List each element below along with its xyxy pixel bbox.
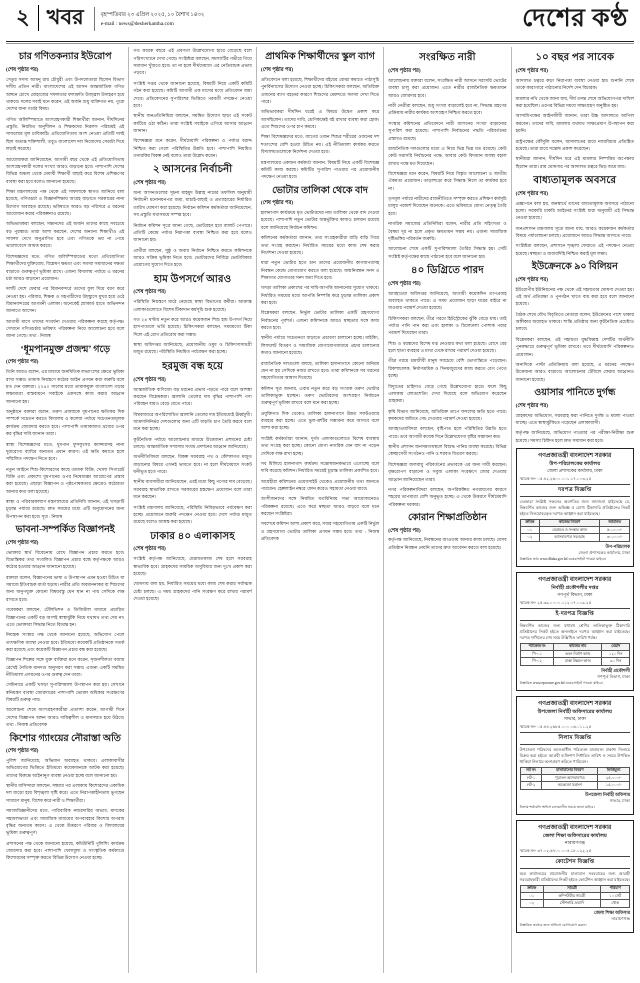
ad-memo-number: স্মারক নং- ০৫.৪৪.২৬৮৫.০০০.০৬.০১১.২৫ <box>519 724 592 730</box>
article-paragraph: যারা নতুন ভোটার হতে চান তাদের প্রয়োজনীয় কাগজপত্রসহ নিবন্ধন কেন্দ্রে যোগাযোগ করতে বলা হয়েছে। জন্মনিবন্ধন সনদ ও শিক্ষাগত যোগ্যতার সনদ জমা দিতে হবে। <box>260 260 380 280</box>
ad-table-header-row <box>520 519 629 526</box>
ad-office: জেলা প্রশাসকের কার্যালয়, ঢাকা <box>547 468 603 474</box>
ad-table-header-cell: সামগ্রী <box>543 885 601 892</box>
article-paragraph: গণিত অলিম্পিয়াডে অংশগ্রহণকারী শিক্ষার্থীরা জানান, দীর্ঘদিনের প্রস্তুতি, নিয়মিত অনুশীলন ও শিক্ষকদের নিরলস পরিশ্রমই এই সাফল্যের মূল চাবিকাঠি। প্রতিযোগিতায় অংশ নেওয়া প্রতিটি দলই ছিল অত্যন্ত শক্তিশালী, তবুও বাংলাদেশ দল নিজেদের সেরাটা দিয়ে লড়াই করেছে। <box>6 116 125 152</box>
masthead-meta <box>101 7 205 28</box>
article-paragraph: প্রজ্ঞাপনে বলা হয়, জনস্বার্থে তাদের বাধ্যতামূলক অবসরে পাঠানো হলো। সরকারি চাকরি আইনের সংশ্লিষ্ট ধারা অনুযায়ী এই সিদ্ধান্ত নেওয়া হয়েছে। <box>515 200 635 221</box>
article-paragraph: নাগরিক সমাজের প্রতিনিধিরা বলেন, নারীর প্রতি সহিংসতা ও বৈষম্য দূর না হলে প্রকৃত ক্ষমতায়ন সম্ভব নয়। এজন্য সামাজিক দৃষ্টিভঙ্গির পরিবর্তন জরুরি। <box>388 221 507 241</box>
date-line: বৃহস্পতিবার ২৩ এপ্রিল ২০২৫, ১০ বৈশাখ ১৪৩২ <box>100 12 205 19</box>
article-headline[interactable]: ভাবনা-সম্পর্কিত বিজ্ঞাপনই <box>15 525 115 536</box>
article-paragraph: কমিশনের কর্মকর্তারা জানান, তথ্য সংগ্রহকারীরা বাড়ি বাড়ি গিয়ে তথ্য সংগ্রহ করছেন। নির্ধারিত সময়ের মধ্যে কাজ শেষ করার নির্দেশনা দেওয়া হয়েছে। <box>260 235 380 255</box>
continuation-note: (শেষ পৃষ্ঠার পর) <box>133 180 166 187</box>
ad-title[interactable]: নিলাম বিজ্ঞপ্তি <box>520 732 630 745</box>
article-paragraph: রাজনৈতিক দলগুলোর মধ্যে এ নিয়ে ভিন্ন ভিন্ন মত রয়েছে। কেউ কেউ সরাসরি নির্বাচনের পক্ষে, আবার কেউ বিদ্যমান ব্যবস্থা বহাল রাখার পক্ষে মত দিয়েছেন। <box>388 145 507 166</box>
ad-body-text: উপজেলা পরিষদের আওতাধীন পরিত্যক্ত মালামাল প্রকাশ্য নিলামে বিক্রয় করা হইবে। আগ্রহী ব্যক্তিগণ নির্ধারিত তারিখ ও সময়ে উপস্থিত থাকিয়া নিলামে অংশগ্রহণ করিতে পারিবেন। <box>519 746 631 764</box>
article-paragraph: সংশ্লিষ্ট দপ্তর থেকে জানানো হয়েছে, বিষয়টি নিয়ে একটি কমিটি গঠন করা হয়েছে। কমিটি আগামী এক মাসের মধ্যে প্রতিবেদন জমা দেবে। প্রতিবেদনের সুপারিশের ভিত্তিতে পরবর্তী পদক্ষেপ নেওয়া হবে। <box>133 80 252 108</box>
article <box>6 345 124 520</box>
article-paragraph: আগ্রহীরা কমিশনের ওয়েবসাইট থেকেও প্রয়োজনীয় তথ্য জানতে পারবেন। হেল্পলাইন নম্বরে ফোন করেও সহায়তা নেওয়া যাবে। <box>260 478 380 491</box>
article <box>133 361 251 526</box>
article-paragraph: আয়োজকরা জানিয়েছেন, আগামী বছর থেকে এই প্রতিযোগিতায় অংশগ্রহণকারী দলের সংখ্যা আরও বাড়ানো হবে। পাশাপাশি দেশের বিভিন্ন অঞ্চল থেকে মেধাবী শিক্ষার্থী বাছাই করে বিশেষ প্রশিক্ষণের ব্যবস্থা করা হবে বলেও জানানো হয়েছে। <box>6 156 125 184</box>
ad-footer-note: নিলাম শর্তাবলি অফিস চলাকালীন সময়ে জানা যাইবে। <box>519 805 595 810</box>
newspaper-logo: দেশের কণ্ঠ <box>522 5 628 32</box>
article-paragraph: রাজনৈতিক দলগুলো বলছে, তালিকা হালনাগাদে কোনো অনিয়ম যেন না হয় সেদিকে নজর রাখতে হবে। তারা কমিশনকে সব ধরনের সহযোগিতার আশ্বাস দিয়েছে। <box>260 360 380 381</box>
ad-govt-line: গণপ্রজাতন্ত্রী বাংলাদেশ সরকার <box>538 825 612 831</box>
article-paragraph: জনপ্রশাসন মন্ত্রণালয় সূত্রে জানা যায়, আরও কয়েকজন কর্মকর্তার বিষয়ে পর্যালোচনা চলছে। প্রয়োজনে আরও সিদ্ধান্ত আসতে পারে। <box>515 225 635 239</box>
ad-table-header-cell: কাজের নাম <box>554 643 602 650</box>
column-5 <box>516 47 634 973</box>
continuation-note: (শেষ পৃষ্ঠার পর) <box>515 402 549 409</box>
ad-memo-number: স্মারক নং- ৩৭.০২.৬৭০০.০০৪.১৮.০২২.২৫ <box>519 848 592 854</box>
article-paragraph: গত কয়েক বছরে এই প্রবণতা উল্লেখযোগ্য হারে বেড়েছে বলে পরিসংখ্যানে দেখা গেছে। সংশ্লিষ্টরা বলছেন, সমস্যাটির গভীরে গিয়ে সমাধান খুঁজতে হবে। তা না হলে দীর্ঘমেয়াদে এর নেতিবাচক প্রভাব পড়বে। <box>133 48 252 76</box>
ad-table <box>520 767 630 790</box>
article <box>516 52 634 170</box>
continuation-note: (শেষ পৃষ্ঠার পর) <box>515 68 549 75</box>
article-paragraph: আবহাওয়া অধিদপ্তর জানিয়েছে, আগামী কয়েকদিন তাপপ্রবাহ অব্যাহত থাকতে পারে। এ সময় প্রয়োজন ছাড়া ঘরের বাইরে না যাওয়ার পরামর্শ দেওয়া হয়েছে। <box>388 290 507 311</box>
article-paragraph: অন্য আসনগুলোর সূচনা মাহমুদ উল্লাহ নামের তফসিল অনুযায়ী নির্বাচনী মনোনয়নপত্র জমা, যাচাই-বাছাই ও প্রত্যাহারের নির্ধারিত তারিখ ঘোষণা করা হয়েছে। নির্বাচন কমিশন কর্মকর্তারা জানিয়েছেন, সব প্রস্তুতি যথাসময়ে সম্পন্ন হবে। <box>133 190 252 218</box>
article <box>388 265 506 508</box>
ad-table-row <box>520 900 629 907</box>
article <box>261 186 379 543</box>
article-paragraph: আগামী মাসে তাদের সংবর্ধনা দেওয়ার পরিকল্পনা করছে কর্তৃপক্ষ। সেখানে গণিতচর্চার ভবিষ্যৎ পরিকল্পনা নিয়ে আলোচনা হবে বলে জানা গেছে। তথ্য : নিজস্ব <box>6 318 125 339</box>
article-paragraph: প্রশাসনের পক্ষ থেকে জানানো হয়েছে, কমিউনিটি পুলিশিং কার্যক্রম জোরদার করা হবে। পাশাপাশি খেলাধুলা ও সাংস্কৃতিক কর্মকাণ্ডে কিশোরদের সম্পৃক্ত করতে বিভিন্ন উদ্যোগ নেওয়া হচ্ছে। <box>6 840 125 861</box>
masthead-divider-2 <box>94 7 95 31</box>
ad-table-cell: ১৫,০০০/- <box>598 782 630 789</box>
article-paragraph: গত ২৪ ঘণ্টায় নতুন করে আরও কয়েকজন শিশু হাম উপসর্গ নিয়ে হাসপাতালে ভর্তি হয়েছে। চিকিৎসকরা বলছেন, সময়মতো টিকা দিলে এই রোগ প্রতিরোধ করা সম্ভব। <box>133 317 252 337</box>
article-paragraph: সমাজবিজ্ঞানীদের মতে, পারিবারিক নজরদারির অভাব, মাদকের সহজলভ্যতা এবং সামাজিক মাধ্যমের অপব্যবহার কিশোর অপরাধ বৃদ্ধির অন্যতম কারণ। এ থেকে উত্তরণে পরিবার ও বিদ্যালয়ের ভূমিকা গুরুত্বপূর্ণ। <box>6 808 125 836</box>
ad-department: উপ-পরিচালকের কার্যালয় <box>549 461 601 468</box>
article-paragraph: বিশ্লেষকরা বলছেন, এই সহায়তা যুদ্ধবিধ্বস্ত দেশটির অর্থনীতি পুনরুদ্ধারে গুরুত্বপূর্ণ ভূমিকা রাখবে। তবে দীর্ঘমেয়াদি পরিকল্পনাও প্রয়োজন। <box>515 336 635 357</box>
continuation-note: (শেষ পৃষ্ঠার পর) <box>133 546 166 553</box>
article-paragraph: সেতুর সদস্য আমনু রায় চৌধুরী এবং উপদলেতারা ছিলেন বিভাগ দলীয় প্রতিন নারী। বাংলাদেশের এই আসন আন্তর্জাতিক গণিত অঙ্গনে চোখে মোহাজের সফলতার ফলশ্রুতি উজ্জ্বল উদাহরণ হয়ে থাকবে। দলের সবাই মনে করেন, এই অর্জন শুধু ব্যক্তিগত নয়, পুরো দেশের জন্য গর্বের বিষয়। <box>6 76 125 112</box>
article-paragraph: পুলিশ জানিয়েছে, অভিযান অব্যাহত থাকবে। এলাকাবাসীর অভিযোগের ভিত্তিতে ইতিমধ্যে কয়েকজনকে আটক করা হয়েছে। তাদের বিরুদ্ধে আইনানুগ ব্যবস্থা নেওয়া হচ্ছে বলে জানানো হয়। <box>6 758 125 778</box>
ad-table-cell: মেরামত ও সংস্কার কাজ <box>539 527 599 534</box>
ad-signer-name: উপজেলা নির্বাহী অফিসার <box>585 791 631 797</box>
article-paragraph: ঘোষণায় বলা হয়, নির্ধারিত সময়ের মধ্যে কাজ শেষ করার সর্বাত্মক চেষ্টা চলছে। এ সময় গ্রাহকদের পানি সংরক্ষণ করে রাখার পরামর্শ দেওয়া হয়েছে। <box>133 581 252 602</box>
ad-footer-note: বিস্তারিত www.eprocure.gov.bd ওয়েবসাইটে পাওয়া যাইবে। <box>519 681 604 686</box>
ad-table-row <box>520 651 629 658</box>
article-paragraph: বিশ্লেষকরা বলছেন, নির্ভুল ভোটার তালিকা একটি গ্রহণযোগ্য নির্বাচনের পূর্বশর্ত। এজন্য কমিশনকে আরও স্বচ্ছতার সঙ্গে কাজ করতে হবে। <box>260 310 380 331</box>
article-paragraph: অংশীজনদের সঙ্গে নিয়মিত মতবিনিময় সভা আয়োজনেরও পরিকল্পনা রয়েছে। এতে করে স্বচ্ছতা আরও বাড়বে বলে মনে করছেন সংশ্লিষ্টরা। <box>260 496 380 517</box>
column-grid <box>6 47 634 973</box>
ad-table-cell: ০২ <box>520 534 539 541</box>
ad-table-row <box>520 658 629 665</box>
article-paragraph: সেমিনারে একটি খসড়া সুপারিশমালা উপস্থাপন করা হয়। সেখানে স্বনিয়ন্ত্রণ ব্যবস্থা জোরদারের পাশাপাশি ভোক্তা অধিকার সংরক্ষণের বিষয়টি গুরুত্ব পায়। <box>6 682 125 703</box>
article <box>6 525 124 728</box>
ad-table-header-row <box>520 767 629 774</box>
page-number: ২ <box>16 5 30 29</box>
article-paragraph: স্বাস্থ্য অধিদপ্তর জানিয়েছে, প্রয়োজনীয় ওষুধ ও চিকিৎসাসামগ্রী মজুত রয়েছে। পরিস্থিতি নিয়মিত পর্যবেক্ষণ করা হচ্ছে। <box>133 342 252 355</box>
continuation-note: (শেষ পৃষ্ঠার পর) <box>260 67 294 73</box>
masthead-rule-thick <box>6 41 634 42</box>
ad-department: জেলা শিক্ষা অফিসারের কার্যালয় <box>542 833 607 840</box>
article-paragraph: আলোচনা শেষে অংশগ্রহণকারীরা প্রত্যাশা করেন, আগামী দিনে দেশের বিজ্ঞাপন অঙ্গন আরও দায়িত্বশীল ও মানসম্মত হয়ে উঠবে। তথ্য : নিজস্ব প্রতিবেদক <box>6 707 125 728</box>
article-paragraph: চিকিৎসকরা বলছেন, তীব্র গরমে হিটস্ট্রোকের ঝুঁকি বেড়ে যায়। তাই পর্যাপ্ত পানি পান করা এবং হালকা ও ঢিলেঢালা পোশাক পরার পরামর্শ দিয়েছেন তারা। <box>388 315 507 336</box>
ad-table-header-row <box>520 885 629 892</box>
column-separator <box>511 47 512 973</box>
ad-table-cell: ১০ সেট <box>601 892 630 899</box>
article <box>6 734 124 862</box>
article-paragraph: অনুষ্ঠানে বক্তারা বলেন, তরুণ প্রজন্মকে ধূমপানের ক্ষতিকর দিক সম্পর্কে সচেতন করতে বিদ্যালয় ও কলেজ পর্যায়ে সচেতনতামূলক কার্যক্রম জোরদার করতে হবে। পাশাপাশি তামাকজাত দ্রব্যের ওপর কর বৃদ্ধির দাবি জানান তারা। <box>6 409 125 437</box>
column-separator <box>256 47 257 973</box>
masthead <box>6 4 634 38</box>
ad-memo-number: স্মারক নং- ০৫.৪২.২৬০০.০০১.১৭.০০৩.২৫ <box>519 476 592 482</box>
ad-govt-line: গণপ্রজাতন্ত্রী বাংলাদেশ সরকার <box>538 700 612 707</box>
ad-table-cell: ৯০ দিন <box>602 658 630 665</box>
ad-title[interactable]: ই-দরপত্র বিজ্ঞপ্তি <box>520 608 630 621</box>
continuation-note: (শেষ পৃষ্ঠার পর) <box>6 539 39 546</box>
article-paragraph: বিদ্যুতের চাহিদাও বেড়ে গেছে উল্লেখযোগ্য হারে। ফলে কিছু এলাকায় লোডশেডিং দেখা দিয়েছে বলে অভিযোগ করেছেন গ্রাহকরা। <box>388 383 507 404</box>
article-paragraph: সংশ্লিষ্ট কর্মকর্তারা জানান, দুর্গম এলাকাগুলোতে বিশেষ ব্যবস্থায় তথ্য সংগ্রহ করা হচ্ছে। কোনো যোগ্য নাগরিক যেন বাদ না পড়েন সেদিকে লক্ষ রাখা হচ্ছে। <box>260 435 380 456</box>
article-paragraph: সংশ্লিষ্ট মন্ত্রণালয় জানিয়েছে, পরিস্থিতি নিবিড়ভাবে পর্যবেক্ষণ করা হচ্ছে। প্রয়োজনে জরুরি পদক্ষেপ নেওয়া হবে। দেশে পর্যাপ্ত মজুত রয়েছে বলেও আশ্বস্ত করা হয়েছে। <box>133 504 252 525</box>
continuation-note: (শেষ পৃষ্ঠার পর) <box>260 200 294 207</box>
ad-table-cell: ০১ <box>520 527 539 534</box>
ad-signer-office: গণপূর্ত বিভাগ, ঢাকা <box>597 673 631 679</box>
article-headline[interactable]: প্রাথমিক শিক্ষার্থীদের স্কুল ব্যাগ <box>265 52 375 63</box>
ad-table-header-cell: মেয়াদ <box>602 643 630 650</box>
article-paragraph: ইউরোপীয় ইউনিয়নের পক্ষ থেকে এই সহায়তার ঘোষণা দেওয়া হয়। এই অর্থ প্রতিরক্ষা ও পুনর্গঠন খাতে ব্যয় করা হবে বলে জানানো হয়েছে। <box>515 286 635 307</box>
ad-title[interactable]: কোটেশন বিজ্ঞপ্তি <box>520 856 630 869</box>
ad-table-cell: পি-০১ <box>520 651 554 658</box>
article <box>388 513 506 551</box>
article-paragraph: সব মিলিয়ে হালনাগাদ কার্যক্রম সন্তোষজনকভাবে এগোচ্ছে বলে দাবি করেছে কমিশন। নির্ধারিত সময়েই চূড়ান্ত তালিকা প্রকাশিত হবে। <box>260 460 380 474</box>
ad-table-row <box>520 775 629 782</box>
article-paragraph: স্বাস্থ্য বিশেষজ্ঞদের মতে, ধূমপান ফুসফুসের ক্যান্সারসহ নানা দুরারোগ্য ব্যাধির অন্যতম প্রধান কারণ। এই ক্ষতি কমাতে হলে সম্মিলিত পদক্ষেপ নিতে হবে। <box>6 441 125 462</box>
article-paragraph: অভিভাবকরা দীর্ঘদিন ধরেই এ বিষয়ে উদ্বেগ প্রকাশ করে আসছিলেন। তাদের দাবি, শ্রেণিকক্ষেই বই রাখার ব্যবস্থা করা হোক। এতে শিশুদের ওপর চাপ কমবে। <box>260 109 380 130</box>
ad-title[interactable]: দরপত্র বিজ্ঞপ্তি <box>520 484 630 497</box>
article-paragraph: শিক্ষা বিশেষজ্ঞদের মতে, ব্যাগের ওজন শিশুর শরীরের ওজনের দশ শতাংশের বেশি হওয়া উচিত নয়। এই নীতিমালা কার্যকর করতে বিদ্যালয়গুলোকে নির্দেশনা দেওয়া হবে। <box>260 134 380 155</box>
ad-signer-office: নারায়ণগঞ্জ <box>611 915 631 921</box>
article-paragraph: কমিশন সূত্র জানায়, এবার নতুন করে বড় সংখ্যক তরুণ ভোটার তালিকাভুক্ত হচ্ছেন। তরুণ ভোটারদের অংশগ্রহণ নির্বাচনে গুরুত্বপূর্ণ ভূমিকা রাখবে বলে মনে করা হচ্ছে। <box>260 385 380 406</box>
article-paragraph: সবশেষে কমিশন আশা প্রকাশ করে, সবার সহযোগিতায় একটি নির্ভুল ও গ্রহণযোগ্য ভোটার তালিকা প্রণয়ন সম্ভব হবে। তথ্য : নিজস্ব প্রতিবেদক <box>260 521 380 542</box>
article-paragraph: শিক্ষা মন্ত্রণালয়ের পক্ষ থেকে এই সাফল্যকে স্বাগত জানিয়ে বলা হয়েছে, গণিতচর্চা ও বিজ্ঞানশিক্ষায় আগ্রহ বাড়াতে সরকারের নানা উদ্যোগ অব্যাহত রয়েছে। ভবিষ্যতে আরও বড় পরিসরে এ ধরনের আয়োজন করার পরিকল্পনাও রয়েছে। <box>6 188 125 217</box>
article <box>388 52 506 260</box>
article-paragraph: স্থানীয় ব্যবসায়ীরা জানিয়েছেন, এরই মধ্যে কিছু পণ্যের দাম বেড়েছে। সরবরাহ স্বাভাবিক রাখতে সরকারের হস্তক্ষেপ প্রয়োজন বলে তারা মনে করছেন। <box>133 479 252 500</box>
column-1 <box>6 47 124 973</box>
article-paragraph: পরিস্থিতি নিয়ন্ত্রণে মাঠে নেমেছে স্বাস্থ্য বিভাগের কর্মীরা। আক্রান্ত এলাকাগুলোতে বিশেষ টিকাদান কর্মসূচি শুরু হয়েছে। <box>133 299 252 312</box>
ad-table-header-cell: জামানত <box>600 519 630 526</box>
ad-office: সাভার, ঢাকা <box>563 716 586 722</box>
article-paragraph: কর্তৃপক্ষ জানিয়েছে, অভিযোগ পাওয়ার পর পরীক্ষা-নিরীক্ষা শুরু হয়েছে। সমস্যা চিহ্নিত হলে দ্রুত সমাধান করা হবে। <box>515 430 635 443</box>
column-2 <box>133 47 251 973</box>
ad-footer-note: বিস্তারিত তথ্যের জন্য অফিসে যোগাযোগ করুন। <box>519 923 587 928</box>
ad-table-row <box>520 892 629 899</box>
ad-table-cell: রাস্তা উন্নয়ন কাজ <box>554 658 602 665</box>
article-headline[interactable]: ৪০ ডিগ্রিতে পারদ <box>410 264 484 276</box>
ad-footer-note: বিস্তারিত তথ্য www.dhaka.gov.bd ওয়েবসাইটে পাওয়া যাইবে। <box>519 557 607 562</box>
article-paragraph: প্রার্থীরা বলছেন, সুষ্ঠু ও অবাধ নির্বাচন নিশ্চিত করতে কমিশনকে আরও সক্রিয় ভূমিকা নিতে হবে। ভোটারদের নির্বিঘ্নে ভোটাধিকার প্রয়োগের সুযোগ দিতে হবে। <box>133 247 252 268</box>
tender-advertisement <box>516 820 634 933</box>
article-headline[interactable]: বাধ্যতামূলক অবসরে <box>533 175 617 186</box>
ad-table-cell: আসবাবপত্র সরবরাহ <box>539 534 599 541</box>
article-paragraph: স্থানীয় জনপ্রতিনিধিরা বলছেন, সমন্বিত উদ্যোগ ছাড়া এই সংকট কাটিয়ে ওঠা কঠিন। তারা সংশ্লিষ্ট সবাইকে এগিয়ে আসার আহ্বান জানান। <box>133 113 252 133</box>
article-paragraph: সংশ্লিষ্টরা বলছেন, প্রশাসনে শৃঙ্খলা ফেরাতে এই পদক্ষেপ নেওয়া হয়েছে। স্বচ্ছতা ও জবাবদিহি নিশ্চিত করাই মূল লক্ষ্য। <box>515 243 635 256</box>
ad-table-header-cell: মালামালের বিবরণ <box>542 767 598 774</box>
ad-table-cell: লট-১ <box>520 775 542 782</box>
article-paragraph: সংস্কার কমিশনের প্রতিবেদনে নারী আসনের সংখ্যা বাড়ানোর সুপারিশ করা হয়েছে। পাশাপাশি নির্বাচনের পদ্ধতি পরিবর্তনের প্রস্তাবও রয়েছে। <box>388 120 507 141</box>
article <box>6 52 124 339</box>
continuation-note: (শেষ পৃষ্ঠার পর) <box>133 289 166 296</box>
article-paragraph: বিশেষজ্ঞরা জলবায়ু পরিবর্তনের প্রভাবকে এর জন্য দায়ী করছেন। বৃক্ষরোপণ বাড়ানো ও সবুজ এলাকা সংরক্ষণে জোর দেওয়ার আহ্বান জানিয়েছেন তারা। <box>388 461 507 482</box>
continuation-note: (শেষ পৃষ্ঠার পর) <box>515 190 549 197</box>
ad-office: গণপূর্ত বিভাগ, ঢাকা <box>557 592 593 598</box>
ad-table-cell: ৫০,০০০/- <box>600 527 630 534</box>
continuation-note: (শেষ পৃষ্ঠার পর) <box>6 67 39 73</box>
ad-table-cell: থোক <box>601 900 630 907</box>
ad-govt-line: গণপ্রজাতন্ত্রী বাংলাদেশ সরকার <box>538 576 612 583</box>
ad-signer-office: জেলা প্রশাসকের কার্যালয়, ঢাকা <box>578 549 631 555</box>
article-paragraph: গবেষকরা বলছেন, টেলিভিশন ও ডিজিটাল মাধ্যমে প্রচারিত বিজ্ঞাপনের একটি বড় অংশই স্বাস্থ্যঝুঁকি নিয়ে যথাযথ তথ্য দেয় না। এতে ভোক্তারা সিদ্ধান্ত নিতে বিভ্রান্ত হন। <box>6 607 125 627</box>
ad-table-header-cell: ভিত্তিমূল্য <box>598 767 630 774</box>
article-paragraph: নিয়ন্ত্রক সংস্থার পক্ষ থেকে জানানো হয়েছে, অভিযোগ পেলে তাৎক্ষণিক ব্যবস্থা নেওয়া হবে। ইতিমধ্যে কয়েকটি প্রতিষ্ঠানকে সতর্ক করা হয়েছে এবং কয়েকটি বিজ্ঞাপন প্রচার বন্ধ করা হয়েছে। <box>6 632 125 652</box>
article-headline[interactable]: ‘ধূমপানমুক্ত প্রজন্ম’ গড়ে <box>20 344 110 355</box>
ad-table-cell: ০১ <box>520 892 543 899</box>
ad-body-text: অত্র কার্যালয়ের প্রয়োজনীয় মালামাল সরবরাহের জন্য আগ্রহী সরবরাহকারী প্রতিষ্ঠানের নিকট হইতে কোটেশন আহ্বান করা যাইতেছে। <box>519 870 631 882</box>
article-paragraph: নারী নেত্রীরা বলছেন, শুধু সংখ্যা বাড়ালেই হবে না, সিদ্ধান্ত গ্রহণের প্রক্রিয়ায় নারীর কার্যকর অংশগ্রহণ নিশ্চিত করতে হবে। <box>388 103 507 116</box>
article-paragraph: অভিভাবকরা বলছেন, সন্তানদের এই অর্জন তাদের কাছে সবচেয়ে বড় পুরস্কার। তারা আশা করছেন, দেশের অন্যান্য শিক্ষার্থীও এই সাফল্য দেখে অনুপ্রাণিত হবে এবং গণিতকে ভয় না পেয়ে ভালোবেসে আয়ত্ত করবে। <box>6 221 125 249</box>
article <box>516 262 634 383</box>
article-paragraph: দলটি দেশে ফেরার পর বিমানবন্দরে তাদের ফুল দিয়ে বরণ করে নেওয়া হয়। পরিবার, শিক্ষক ও সহপাঠীদের উচ্ছ্বাসে মুখর হয়ে ওঠে বিমানবন্দরের আগমনী এলাকা। অনেকেই প্ল্যাকার্ড হাতে অভিনন্দন জানাতে আসেন। <box>6 286 125 314</box>
article-paragraph: প্রতিবেদনে বলা হয়েছে, শিক্ষার্থীদের বইয়ের বোঝা কমাতে পাঠ্যসূচি পুনর্বিন্যাসের উদ্যোগ নেওয়া হচ্ছে। চিকিৎসকরা বলছেন, অতিরিক্ত ওজনের ব্যাগ বহনের কারণে শিশুদের মেরুদণ্ডে সমস্যা দেখা দিতে পারে। <box>260 76 380 104</box>
article-paragraph: আলোচনায় বক্তারা বলেন, সংরক্ষিত নারী আসনে সরাসরি ভোটের ব্যবস্থা চালু করা প্রয়োজন। এতে নারীর রাজনৈতিক ক্ষমতায়ন আরও জোরদার হবে। <box>388 78 507 98</box>
ad-table-cell: পি-০২ <box>520 658 554 665</box>
article-paragraph: আলোচনা শেষে একটি সুপারিশমালা তৈরির সিদ্ধান্ত হয়। সেটি সংশ্লিষ্ট কর্তৃপক্ষের কাছে পাঠানো হবে বলে জানানো হয়। <box>388 246 507 259</box>
article-paragraph: আদালত চত্বরে কড়া নিরাপত্তা ব্যবস্থা নেওয়া হয়। শুনানি শেষে তাকে কারাগারে পাঠানোর নির্দেশ দেন বিচারক। <box>515 78 635 91</box>
ad-table-header-cell: পরিমাণ <box>601 885 630 892</box>
ad-table-row <box>520 782 629 789</box>
article-headline[interactable]: ওয়াসার পানিতে দুর্গন্ধ <box>534 388 616 398</box>
tender-advertisement <box>516 696 634 815</box>
ad-table <box>520 885 630 908</box>
article-paragraph: বিশ্ববাজারে অপরিশোধিত জ্বালানি তেলের দাম ইতিমধ্যেই ঊর্ধ্বমুখী। আমদানিনির্ভর দেশগুলোর জন্য এটি বাড়তি চাপ তৈরি করবে বলে মনে করা হচ্ছে। <box>133 411 252 432</box>
ad-table-cell: স্টেশনারি দ্রব্যাদি <box>543 900 601 907</box>
ad-signature <box>520 910 630 922</box>
column-4 <box>388 47 506 973</box>
ad-govt-line: গণপ্রজাতন্ত্রী বাংলাদেশ সরকার <box>538 452 612 459</box>
ad-table-header-cell: ক্রমিক <box>520 519 539 526</box>
article-paragraph: স্থানীয় বাসিন্দারা বলছেন, সন্ধ্যার পর এলাকায় কিশোরদের একাধিক দল জড়ো হয়ে বিশৃঙ্খলা সৃষ্টি করে। এতে নিরাপত্তাহীনতায় ভুগছেন সাধারণ মানুষ, বিশেষ করে নারী ও শিক্ষার্থীরা। <box>6 783 125 803</box>
ad-table <box>520 519 630 542</box>
article-paragraph: নগর পরিকল্পনাবিদরা বলছেন, অপরিকল্পিত নগরায়ণের কারণে শহরের তাপমাত্রা বেশি অনুভূত হচ্ছে। এ থেকে উত্তরণে দীর্ঘমেয়াদি পরিকল্পনা দরকার। <box>388 486 507 507</box>
article <box>516 388 634 444</box>
article-paragraph: মন্ত্রণালয়ের একজন কর্মকর্তা জানান, বিষয়টি নিয়ে একটি বিশেষজ্ঞ কমিটি কাজ করছে। কমিটির সুপারিশ পাওয়ার পর প্রয়োজনীয় পদক্ষেপ নেওয়া হবে। <box>260 159 380 180</box>
article-paragraph: তৃণমূল পর্যায়ে নারীদের রাজনীতিতে সম্পৃক্ত করতে প্রশিক্ষণ কর্মসূচি চালুর পরামর্শ দিয়েছেন অনেকে। এতে ভবিষ্যতে যোগ্য নেতৃত্ব তৈরি হবে। <box>388 196 507 216</box>
ad-table-cell: পুরাতন আসবাবপত্র <box>542 775 598 782</box>
article-headline[interactable]: ২ আসনের নির্বাচনী <box>152 164 233 176</box>
tender-advertisement <box>516 448 634 567</box>
ad-memo-number: স্মারক নং- ২৫.৩৯.০০০০.০১২.০৭.০০৯.২৫ <box>519 600 592 606</box>
article-paragraph: আবহাওয়াবিদরা বলছেন, বৃষ্টিপাত হলে পরিস্থিতির উন্নতি হতে পারে। তবে আগামী কয়েক দিনে উল্লেখযোগ্য বৃষ্টির সম্ভাবনা কম। <box>388 426 507 439</box>
article-paragraph: তিনি আরও বলেন, এর মাধ্যমে জনমিতিক লভ্যাংশের ক্ষেত্রে ভূমিকা রাখা সম্ভব। তামাক নিয়ন্ত্রণে কঠোর আইন প্রণয়ন করা জরুরি বলে মত দেন বক্তারা। ২০৪০ সালের মধ্যে তামাকমুক্ত বাংলাদেশ গড়ার লক্ষ্যমাত্রা বাস্তবায়নে সবাইকে একসঙ্গে কাজ করার আহ্বান জানানো হয়। <box>6 369 125 404</box>
article-paragraph: আন্তর্জাতিক বাণিজ্যে বড় ধরনের প্রভাব পড়তে পারে বলে আশঙ্কা করছেন বিশ্লেষকরা। জ্বালানি তেলের দাম বৃদ্ধির পাশাপাশি পণ্য পরিবহন ব্যয়ও বেড়ে যেতে পারে। <box>133 386 252 407</box>
article-headline[interactable]: ১০ বছর পর সাবেক <box>535 52 615 64</box>
ad-table-cell: ভবন নির্মাণ কাজ <box>554 651 602 658</box>
article-headline[interactable]: ভোটার তালিকা থেকে বাদ <box>272 185 368 196</box>
article-paragraph: স্থানীয় পর্যায়ে সচেতনতা বাড়াতে প্রচারণা চালানো হচ্ছে। মাইকিং, লিফলেট বিতরণ ও সামাজিক যোগাযোগমাধ্যমে প্রচার চালানোর কথাও জানানো হয়েছে। <box>260 335 380 356</box>
article <box>133 274 251 356</box>
article-paragraph: গ্রাহকদের অভিযোগ, সরবরাহ করা পানিতে দুর্গন্ধ ও ময়লা পাওয়া যাচ্ছে। এতে স্বাস্থ্যঝুঁকিতে পড়েছেন এলাকাবাসী। <box>515 412 635 425</box>
article <box>133 47 251 159</box>
column-3 <box>261 47 379 973</box>
article <box>261 52 379 180</box>
masthead-rule-thin <box>6 43 634 44</box>
article <box>133 164 251 268</box>
article-paragraph: বিজ্ঞাপন শিল্পের সঙ্গে যুক্ত ব্যক্তিরা মনে করেন, সৃজনশীলতা বজায় রেখেই নৈতিক মানদণ্ড অনুসরণ করা সম্ভব। এজন্য একটি সমন্বিত নীতিমালা প্রণয়নের ওপর গুরুত্ব দেন তারা। <box>6 657 125 678</box>
article-paragraph: বিশেষজ্ঞরা মনে করেন, বিষয়টি নিয়ে বিস্তৃত আলোচনা ও জাতীয় ঐকমত্য প্রয়োজন। তাড়াহুড়ো করে সিদ্ধান্ত নিলে তা কার্যকর হবে না। <box>388 171 507 191</box>
ad-signer-office: সাভার, ঢাকা <box>609 797 631 803</box>
ad-table-header-cell: প্যাকেজ নং <box>520 643 554 650</box>
article-paragraph: মামলার নথি থেকে জানা যায়, দীর্ঘ তদন্ত শেষে অভিযোগপত্র দাখিল করা হয়েছিল। এরপর বিভিন্ন সময়ে সাক্ষ্যগ্রহণ অনুষ্ঠিত হয়। <box>515 95 635 109</box>
article-headline[interactable]: ইউক্রেনকে ৯০ বিলিয়ন <box>531 262 618 273</box>
ad-office: নারায়ণগঞ্জ <box>564 840 585 846</box>
column-separator <box>383 47 384 973</box>
article-paragraph: আসামিপক্ষের আইনজীবী জানান, তারা উচ্চ আদালতে আপিল করবেন। তাদের দাবি, মামলায় যথাযথ সাক্ষ্যপ্রমাণ উপস্থাপন করা হয়নি। <box>515 113 635 134</box>
ad-signer-name: নির্বাহী প্রকৌশলী <box>601 667 631 673</box>
article-headline[interactable]: ঢাকার ৪০ এলাকাসহ <box>150 530 235 542</box>
ad-table-header-cell: কাজের বিবরণ <box>539 519 599 526</box>
article-paragraph: কৃষি বিভাগ জানিয়েছে, অতিরিক্ত তাপে ফসলের ক্ষতি হতে পারে। কৃষকদের জমিতে সেচ দেওয়ার পরামর্শ দেওয়া হয়েছে। <box>388 408 507 421</box>
ad-table-cell: ১২০ দিন <box>602 651 630 658</box>
ad-table <box>520 643 630 666</box>
article <box>516 175 634 257</box>
ad-signature <box>520 792 630 804</box>
article-paragraph: বক্তারা বলেন, বিজ্ঞাপনের ভাষা ও উপস্থাপন এমন হওয়া উচিত যা সমাজে ইতিবাচক বার্তা ছড়ায়। নারীর প্রতি অবমাননাকর বা শিশুদের জন্য অনুপযুক্ত কোনো বিষয়বস্তু যেন স্থান না পায় সেদিকে লক্ষ রাখতে হবে। <box>6 574 125 602</box>
ad-table-cell: ২৫,০০০/- <box>598 775 630 782</box>
article-paragraph: কর্তৃপক্ষ জানিয়েছে, নিবন্ধনের আওতায় আনার কাজ চলছে। যেসব প্রতিষ্ঠান নিবন্ধন নেয়নি তাদের দ্রুত আবেদন করতে বলা হয়েছে। <box>388 537 507 550</box>
email-line: e-mail : news@desherkantha.com <box>100 20 174 27</box>
ad-table-header-cell: লট নং <box>520 767 542 774</box>
article-paragraph: অর্থনীতিবিদরা বলছেন, বিকল্প সরবরাহ পথ ও কৌশলগত মজুত বাড়ানোর বিষয়ে এখনই ভাবতে হবে। না হলে দীর্ঘমেয়াদে সংকট ঘনীভূত হতে পারে। <box>133 454 252 475</box>
ad-table-header-cell: ক্রমিক <box>520 885 543 892</box>
ad-body-text: এতদ্বারা সংশ্লিষ্ট সকলের অবগতির জন্য জানানো যাইতেছে যে, নিম্নবর্ণিত কাজের জন্য অভিজ্ঞ ও যোগ্য ঠিকাদারি প্রতিষ্ঠানের নিকট হইতে সিলমোহরকৃত দরপত্র আহ্বান করা যাইতেছে। <box>519 498 631 516</box>
article-paragraph: কূটনৈতিক পর্যায়ে আলোচনার মাধ্যমে উত্তেজনা প্রশমনের চেষ্টা চলছে। আন্তর্জাতিক সম্প্রদায় সংযম প্রদর্শনের আহ্বান জানিয়েছে। <box>133 436 252 450</box>
article-paragraph: স্থানীয়রা জানান, দীর্ঘদিন ধরে এই মামলার নিষ্পত্তির অপেক্ষায় ছিলেন তারা। রায় ঘোষণার পর আদালত চত্বরে ভিড় জমে যায়। <box>515 156 635 169</box>
ad-signer-name: উপ-পরিচালক <box>605 543 631 549</box>
tender-advertisement <box>516 572 634 691</box>
article-paragraph: বৈঠক শেষে যৌথ বিবৃতিতে নেতারা বলেন, ইউক্রেনের পাশে থাকার অঙ্গীকার অব্যাহত থাকবে। শান্তি প্রতিষ্ঠার জন্য কূটনৈতিক প্রচেষ্টাও চলবে। <box>515 311 635 332</box>
article-paragraph: প্রযুক্তিগত দিক থেকেও তালিকা হালনাগাদে উন্নত সফটওয়্যার ব্যবহার করা হচ্ছে। এতে ভুল-ত্রুটির সম্ভাবনা কমে আসবে বলে আশা করা হচ্ছে। <box>260 410 380 431</box>
masthead-left <box>6 4 204 31</box>
article-headline[interactable]: সংরক্ষিত নারী <box>419 52 476 64</box>
section-title: খবর <box>46 4 84 29</box>
article-paragraph: নতুন আইনে শিশু-কিশোরদের কাছে তামাক বিক্রি, খোলা সিগারেট বিক্রি এবং প্রকাশ্যে ধূমপানের ওপর নিষেধাজ্ঞা আরোপের প্রস্তাব করা হয়েছে। এছাড়া বিজ্ঞাপন ও পৃষ্ঠপোষকতার ক্ষেত্রেও কঠোরতা আনার কথা বলা হয়েছে। <box>6 466 125 494</box>
ad-department: নির্বাহী প্রকৌশলীর দপ্তর <box>551 585 599 592</box>
continuation-note: (শেষ পৃষ্ঠার পর) <box>388 527 421 534</box>
continuation-note: (শেষ পৃষ্ঠার পর) <box>6 748 39 755</box>
article-paragraph: খসড়া তালিকা প্রকাশের পর দাবি-আপত্তি জানানোর সুযোগ থাকবে। নির্ধারিত সময়ের মধ্যে আপত্তি নিষ্পত্তি করে চূড়ান্ত তালিকা প্রকাশ করা হবে। <box>260 285 380 306</box>
article-headline[interactable]: হরমুজ বন্ধ হয়ে <box>162 360 224 372</box>
article-paragraph: সংশ্লিষ্ট কর্তৃপক্ষ জানিয়েছে, মেরামতকাজ শেষ হলে সরবরাহ স্বাভাবিক হবে। গ্রাহকদের সাময়িক অসুবিধার জন্য দুঃখ প্রকাশ করা হয়েছে। <box>133 556 252 576</box>
article <box>133 531 251 603</box>
column-separator <box>128 47 129 973</box>
article-paragraph: নির্বাচন কমিশন সূত্রে জানা গেছে, ভোটগ্রহণ হবে ব্যালট পেপারে। প্রতিটি কেন্দ্রে পর্যাপ্ত নিরাপত্তা ব্যবস্থা নিশ্চিত করা হবে বলেও জানানো হয়। <box>133 222 252 243</box>
continuation-note: (শেষ পৃষ্ঠার পর) <box>515 276 549 283</box>
continuation-note: (শেষ পৃষ্ঠার পর) <box>388 68 421 75</box>
ad-department: উপজেলা নির্বাহী অফিসারের কার্যালয় <box>537 709 613 716</box>
article-paragraph: তীব্র গরমে শ্রমজীবী মানুষ সবচেয়ে বেশি ভোগান্তিতে পড়েছেন। রিকশাচালক, নির্মাণশ্রমিক ও দিনমজুরদের কাজ করতে বেগ পেতে হচ্ছে। <box>388 358 507 379</box>
article-headline[interactable]: হাম উপসর্গে আরও <box>153 273 232 285</box>
article-paragraph: স্বাস্থ্য ও পরিবারকল্যাণ মন্ত্রণালয়ের প্রতিনিধি জানান, এই খসড়াটি চূড়ান্ত পর্যায়ে রয়েছে। দ্রুত সময়ের মধ্যে এটি অনুমোদনের জন্য উপস্থাপন করা হবে। সূত্র : নিজস্ব <box>6 499 125 519</box>
ad-table-cell: ৩০,০০০/- <box>600 534 630 541</box>
ad-signer-name: জেলা শিক্ষা অফিসার <box>594 909 631 915</box>
article-paragraph: বিশেষজ্ঞদের মতে, গণিত অলিম্পিয়াডের মতো প্রতিযোগিতা শিক্ষার্থীদের যুক্তিবোধ, বিশ্লেষণ ক্ষমতা এবং সমস্যা সমাধানের দক্ষতা বাড়াতে গুরুত্বপূর্ণ ভূমিকা রাখে। এজন্য বিদ্যালয় পর্যায়ে এ ধরনের চর্চা আরও বাড়ানো প্রয়োজন। <box>6 253 125 281</box>
ad-table-row <box>520 527 629 534</box>
ad-table-cell: ০২ <box>520 900 543 907</box>
article-paragraph: রাষ্ট্রপক্ষের কৌঁসুলি বলেন, আদালতের রায়ে ন্যায়বিচার প্রতিষ্ঠিত হয়েছে। তারা রায়ে সন্তোষ প্রকাশ করেছেন। <box>515 138 635 151</box>
ad-table-header-row <box>520 643 629 650</box>
article-headline[interactable]: কোরান শিক্ষাপ্রতিষ্ঠান <box>407 512 487 523</box>
article-paragraph: স্থানীয় প্রশাসন জনসমাগমস্থলে বিশুদ্ধ পানির ব্যবস্থা করেছে। বিভিন্ন স্বেচ্ছাসেবী সংগঠনও পানি ও শরবত বিতরণ করছে। <box>388 444 507 457</box>
ad-table-cell: অকেজো যন্ত্রাংশ <box>542 782 598 789</box>
continuation-note: (শেষ পৃষ্ঠার পর) <box>388 280 421 287</box>
ad-table-cell: কম্পিউটার সামগ্রী <box>543 892 601 899</box>
continuation-note: (শেষ পৃষ্ঠার পর) <box>133 376 166 383</box>
ad-table-cell: লট-২ <box>520 782 542 789</box>
article-paragraph: ভোক্তার স্বার্থ বিবেচনায় রেখে বিজ্ঞাপন প্রচার করতে হবে। বিভ্রান্তিকর তথ্য সংবলিত বিজ্ঞাপন প্রচার বন্ধে কর্তৃপক্ষকে আরও কঠোর হওয়ার আহ্বান জানানো হয়েছে। <box>6 549 125 570</box>
ad-signature <box>520 668 630 680</box>
continuation-note: (শেষ পৃষ্ঠার পর) <box>6 359 39 366</box>
article-headline[interactable]: চার গণিতকন্যার ইউরোপ <box>18 52 112 63</box>
ad-signature <box>520 544 630 556</box>
article-paragraph: শিশু ও বয়স্কদের বিশেষ যত্ন নেওয়ার কথা বলা হয়েছে। রোদে বের হলে ছাতা ব্যবহার ও মাথা ঢেকে রাখার পরামর্শ দেওয়া হয়েছে। <box>388 340 507 354</box>
ad-table-row <box>520 534 629 541</box>
ad-body-text: নিম্নবর্ণিত কাজের জন্য যথাযথ শ্রেণির তালিকাভুক্ত ঠিকাদারি প্রতিষ্ঠানের নিকট হইতে অনলাইনে দরপত্র আহ্বান করা যাইতেছে। দরপত্র দাখিলের শেষ সময় উল্লিখিত তারিখ পর্যন্ত। <box>519 622 631 640</box>
article-paragraph: হালনাগাদ কার্যক্রমে মৃত ভোটারদের নাম তালিকা থেকে বাদ দেওয়া হয়েছে। পাশাপাশি নতুন ভোটার অন্তর্ভুক্তির কাজও চলমান রয়েছে বলে জানিয়েছে নির্বাচন কমিশন। <box>260 210 380 230</box>
article-headline[interactable]: কিশোর গ্যাংয়ের নৌরাস্তা অতি <box>9 733 121 744</box>
article-paragraph: বিশেষজ্ঞরা মনে করেন, দীর্ঘমেয়াদি পরিকল্পনা ও পর্যাপ্ত বরাদ্দ নিশ্চিত করা গেলে পরিস্থিতির উন্নতি হবে। পাশাপাশি নিয়মিত তদারকির বিকল্প নেই বলেও তারা উল্লেখ করেন। <box>133 138 252 159</box>
article-paragraph: অন্যদিকে পাল্টা প্রতিক্রিয়ায় বলা হয়েছে, এ ধরনের পদক্ষেপ উত্তেজনা আরও বাড়াবে। আলোচনার টেবিলে ফেরার আহ্বানও জানানো হয়েছে। <box>515 361 635 382</box>
